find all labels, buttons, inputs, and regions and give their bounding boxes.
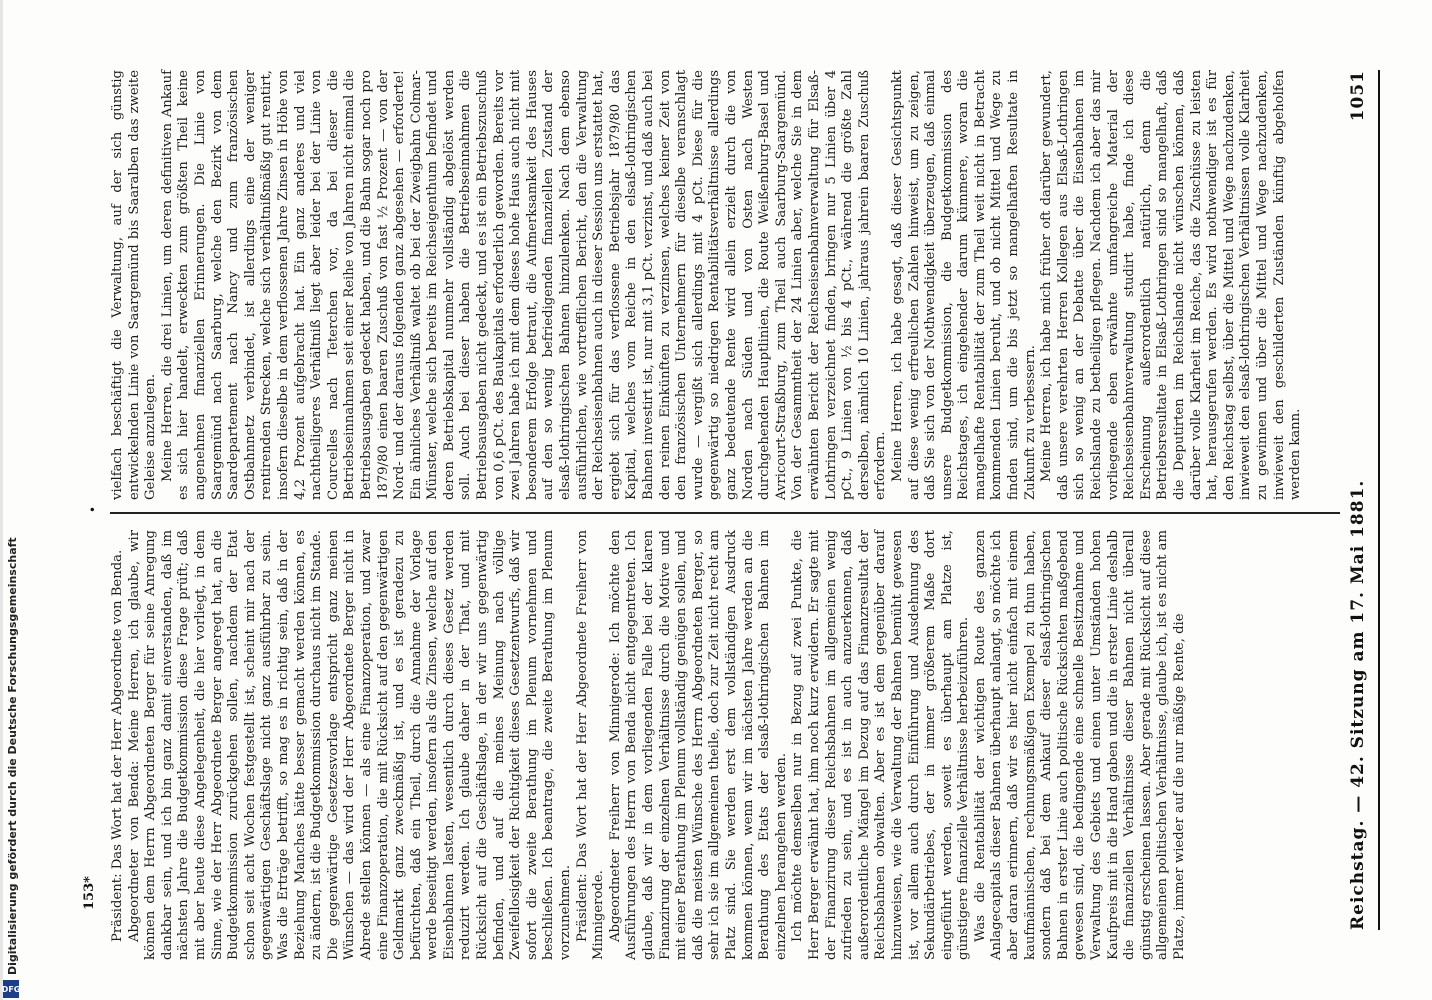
paragraph: Meine Herren, ich habe mich früher oft darüber gewundert, daß unsere verehrten Herren Kollegen aus Elsaß-Lothringen sich so wenig an der Debatte über die Eisenbahnen im Reichslande zu betheiligen pflegen. Nachdem ich aber das mir vorliegende eben erwähnte umfangreiche Material der Reichseisenbahnverwaltung studirt habe, finde ich diese Erscheinung außerordentlich natürlich, denn die Betriebsresultate in Elsaß-Lothringen sind so mangelhaft, daß die Deputirten im Reichslande nicht wünschen können, daß darüber volle Klarheit im Reiche, das die Zuschüsse zu leisten hat, herausgerufen werden. Es wird nothwendiger ist es für den Reichstag selbst, über die Mittel und Wege nachzudenken, inwieweit den elsaß-lothringischen Verhältnissen volle Klarheit zu gewinnen und über die Mittel und Wege nachzudenken, inwieweit den geschilderten Zuständen künftig abgeholfen werden kann. (1039, 70, 1304, 500)
paragraph: Was die Rentabilität der wichtigen Route des ganzen Anlagecapitals dieser Bahnen überhaupt anlangt, so möchte ich aber daran erinnern, daß wir es hier nicht einfach mit einem kaufmännischen, rechnungsmäßigen Exempel zu thun haben, sondern daß bei dem Ankauf dieser elsaß-lothringischen Bahnen in erster Linie auch politische Rücksichten maßgebend gewesen sind, die bedingende eine schnelle Besitznahme und Verwaltung des Gebiets und einen unter Umständen hohen Kaufpreis mit in die Hand gaben und die in erster Linie deshalb die finanziellen Verhältnisse dieser Bahnen nicht überall günstig erscheinen lassen. Aber gerade mit Rücksicht auf diese allgemeinen politischen Verhältnisse, glaube ich, ist es nicht am Platze, immer wieder auf die nur mäßige Rente, die (972, 530, 1187, 960)
page-header (1338, 70, 1378, 930)
right-column (110, 530, 1340, 960)
paragraph: Präsident: Das Wort hat der Herr Abgeordnete von Benda. (110, 549, 125, 942)
sheet-mark: 153* (82, 876, 97, 910)
dfg-credit: Digitalisierung gefördert durch die Deutsche Forschungsgemeinschaft (6, 537, 19, 975)
divider-dot: • (86, 505, 100, 513)
paragraph: Meine Herren, die drei Linien, um deren definitiven Ankauf es sich hier handelt, erweckten zum größten Theil keine angenehmen finanziellen Erinnerungen. Die Linie von Saargemünd nach Saarburg, welche den Bezirk von dem Saardepartement nach Nancy und zum französischen Ostbahnnetz verbindet, ist allerdings eine der weniger rentirenden Strecken, welche sich verhältnißmäßig gut rentirt, insofern dieselbe in dem verflossenen Jahre Zinsen in Höhe von 4,2 Prozent aufgebracht hat. Ein ganz anderes und viel nachtheiligeres Verhältniß liegt aber leider bei der Linie von Courcelles nach Teterchen vor, da bei dieser die Betriebseinnahmen seit einer Reihe von Jahren nicht einmal die Betriebsausgaben gedeckt haben, und die Bahn sogar noch pro 1879/80 einen baaren Zuschuß von fast ½ Prozent — von der Nord- und der daraus folgenden ganz abgesehen — erforderte! Ein ähnliches Verhältniß waltet ob bei der Zweigbahn Colmar-Münster, welche sich bereits im Reichseigenthum befindet und deren Betriebskapital nunmehr vollständig abgelöst werden soll. Auch bei dieser haben die Betriebseinnahmen die Betriebsausgaben nicht gedeckt, und es ist ein Betriebszuschuß von 0,6 pCt. des Baukapitals erforderlich geworden. Bereits vor zwei Jahren habe ich mit dem dieses hohe Haus auch nicht mit besonderem Erfolge betraut, die Aufmerksamkeit des Hauses auf den so wenig befriedigenden finanziellen Zustand der elsaß-lothringischen Bahnen hinzulenken. Nach dem ebenso ausführlichen, wie vortrefflichen Bericht, den die Verwaltung der Reichseisenbahnen auch in dieser Session uns erstattet hat, ergiebt sich für das verflossene Betriebsjahr 1879/80 das Kapital, welches vom Reiche in den elsaß-lothringischen Bahnen investirt ist, nur mit 3,1 pCt. verzinst, und daß auch bei den reinen Einkünften zu verzinsen, welches keiner Zeit von den französischen Unternehmern für dieselbe veranschlagt wurde — vergißt sich allerdings mit 4 pCt. Diese für die gegenwärtig so niedrigen Rentabilitätsverhältnisse allerdings ganz bedeutende Rente wird allein erzielt durch die von Norden nach Süden und von Osten nach Westen durchgehenden Hauptlinien, die Route Weißenburg-Basel und Avricourt-Straßburg, zum Theil auch Saarburg-Saargemünd. Von der Gesammtheit der 24 Linien aber, welche Sie in dem erwähnten Bericht der Reichseisenbahnverwaltung für Elsaß-Lothringen verzeichnet finden, bringen nur 5 Linien über 4 pCt., 9 Linien von ½ bis 4 pCt., während die größte Zahl derselben, nämlich 10 Linien, jahraus jahrein baaren Zuschuß erfordern. (159, 69, 889, 500)
header-rule (1378, 70, 1380, 930)
paragraph: Abgeordneter von Benda: Meine Herren, ich glaube, wir können dem Herrn Abgeordneten Berger für seine Anregung dankbar sein, und ich bin ganz damit einverstanden, daß im nächsten Jahre die Budgetkommission diese Frage prüft; daß mit aber heute diese Angelegenheit, die hier vorliegt, in dem Sinne, wie der Herr Abgeordnete Berger angeregt hat, an die Budgetkommission zurückgehen sollen, nachdem der Etat schon seit acht Wochen festgestellt ist, scheint mir nach der gegenwärtigen Geschäftslage nicht ganz ausführbar zu sein. Was die Erträge betrifft, so mag es in richtig sein, daß in der Beziehung Manches hätte besser gemacht werden können, es zu ändern, ist die Budgetkommission durchaus nicht im Stande. Die gegenwärtige Gesetzesvorlage entspricht ganz meinen Wünschen — das wird der Herr Abgeordnete Berger nicht in Abrede stellen können — als eine Finanzoperation, und zwar eine Finanzoperation, die mit Rücksicht auf den gegenwärtigen Geldmarkt ganz zweckmäßig ist, und es ist geradezu zu befürchten, daß ein Theil, durch die Annahme der Vorlage werde beseitigt werden, insofern als die Zinsen, welche auf den Eisenbahnen lasten, wesentlich durch dieses Gesetz werden reduzirt werden. Ich glaube daher in der That, und mit Rücksicht auf die Geschäftslage, in der wir uns gegenwärtig befinden, und auf die meines Meinung nach völlige Zweifellosigkeit der Richtigkeit dieses Gesetzentwurfs, daß wir sofort die zweite Berathung im Plenum vornehmen und beschließen. Ich beantrage, die zweite Berathung im Plenum vorzunehmen. (126, 530, 574, 960)
column-divider (110, 512, 1340, 514)
left-column (110, 70, 1340, 500)
page-number: 1051 (1348, 70, 1368, 122)
header-title: Reichstag. — 42. Sitzung am 17. Mai 1881. (1348, 479, 1368, 930)
paragraph: Präsident: Das Wort hat der Herr Abgeordnete Freiherr von Minnigerode. (574, 530, 607, 960)
paragraph: Abgeordneter Freiherr von Minnigerode: Ich möchte den Ausführungen des Herrn von Benda nicht entgegentreten. Ich glaube, daß wir in dem vorliegenden Falle bei der klaren Finanzirung der einzelnen Verhältnisse durch die Motive und mit einer Berathung im Plenum vollständig genügen sollen, und daß die meisten Wünsche des Herrn Abgeordneten Berger, so sehr ich sie im allgemeinen theile, doch zur Zeit nicht recht am Platz sind. Sie werden erst dem vollständigen Ausdruck kommen können, wenn wir im nächsten Jahre werden an die Berathung des Etats der elsaß-lothringischen Bahnen im einzelnen herangehen werden. (607, 530, 789, 960)
dfg-logo-icon: DFG (3, 980, 19, 998)
paragraph: Meine Herren, ich habe gesagt, daß dieser Gesichtspunkt auf diese wenig erfreulichen Zahlen hinweist, um zu zeigen, daß Sie sich von der Nothwendigkeit überzeugen, daß einmal unsere Budgetkommission, die Budgetkommission des Reichstages, ich eingehender darum kümmere, woran die mangelhafte Rentabilität der zum Theil weit nicht in Betracht kommenden Linien beruht, und ob nicht Mittel und Wege zu finden sind, um die bis jetzt so mangelhaften Resultate in Zukunft zu verbessern. (889, 70, 1038, 500)
paragraph: Ich möchte demselben nur in Bezug auf zwei Punkte, die Herr Berger erwähnt hat, ihm noch kurz erwidern. Er sagte mit der Finanzirung dieser Reichsbahnen im allgemeinen wenig zufrieden zu sein, und es ist in auch anzuerkennen, daß außerordentliche Mängel im Dezug auf das Finanzresultat der Reichsbahnen obwalten. Aber es ist dem gegenüber darauf hinzuweisen, wie die Verwaltung der Bahnen bemüht gewesen ist, vor allem auch durch Einführung und Ausdehnung des Sekundärbetriebes, der in immer größerem Maße dort eingeführt werden, soweit es überhaupt am Platze ist, günstigere finanzielle Verhältnisse herbeizuführen. (790, 530, 972, 960)
paragraph: vielfach beschäftigt die Verwaltung, auf der sich günstig entwickelnden Linie von Saargemünd bis Saaralben das zweite Geleise anzulegen. (110, 70, 159, 500)
